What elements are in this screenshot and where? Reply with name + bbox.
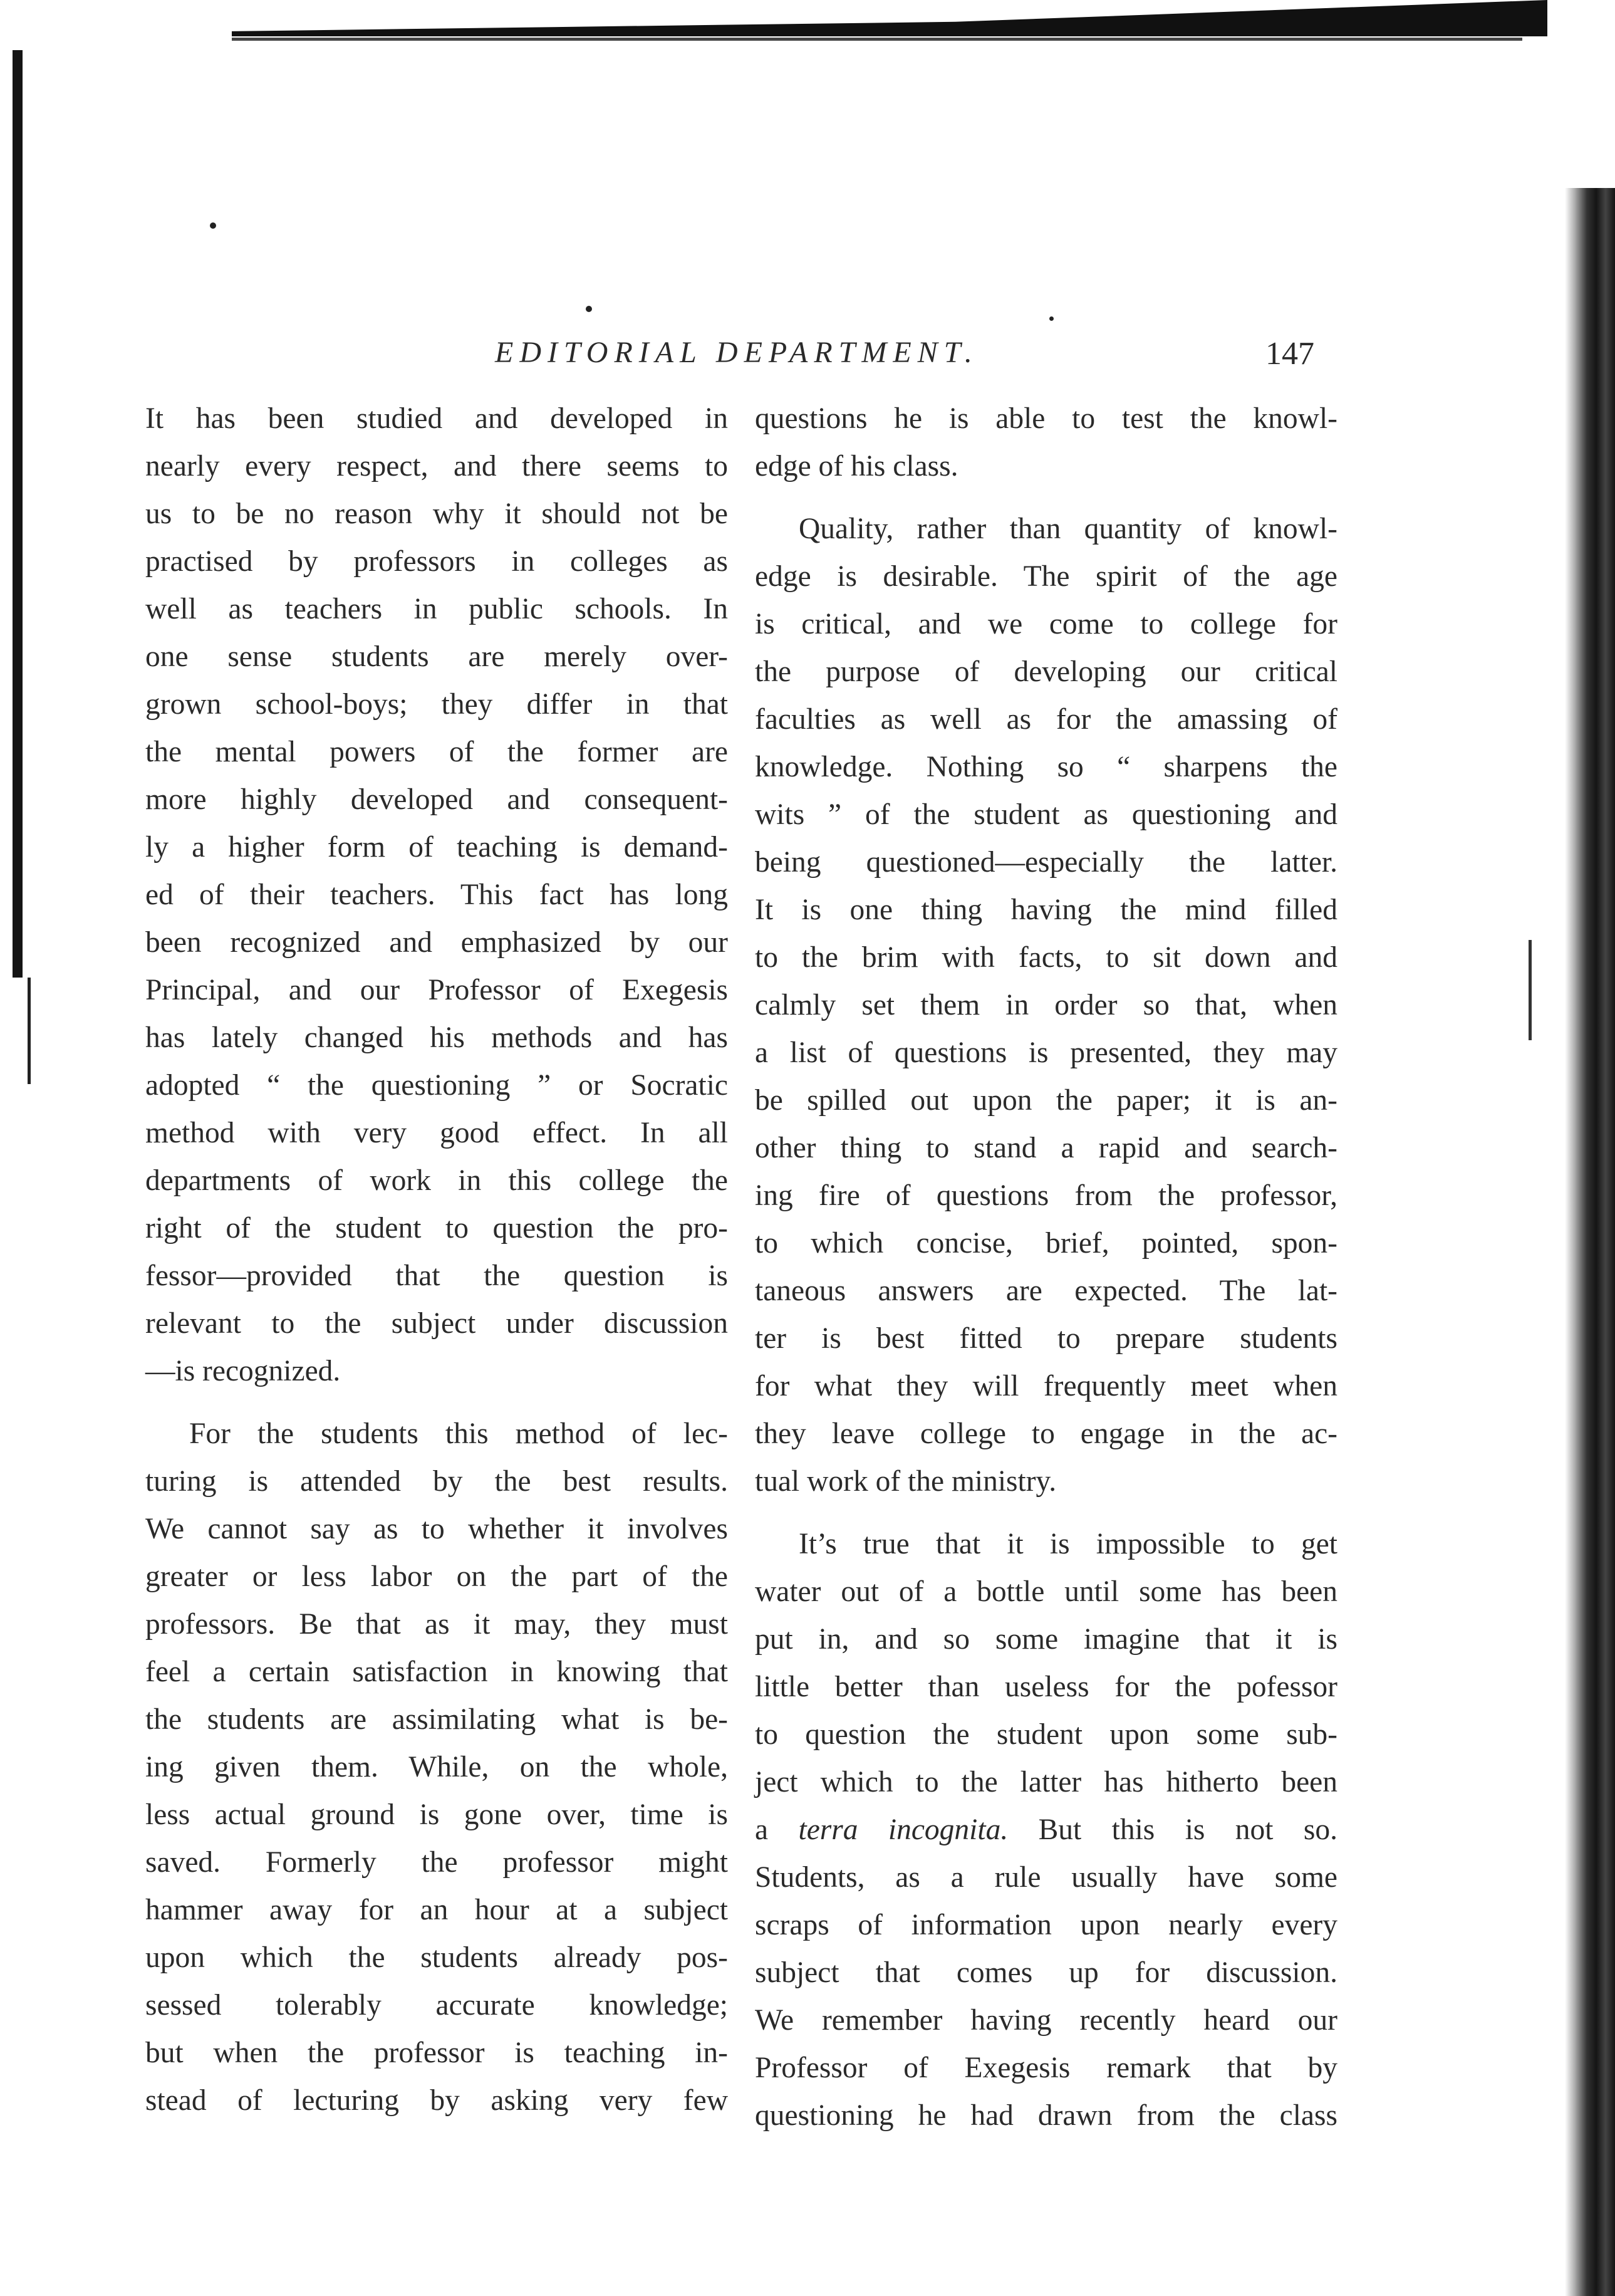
text-line: they leave college to engage in the ac- xyxy=(755,1417,1337,1450)
text-line: to which concise, brief, pointed, spon- xyxy=(755,1227,1337,1260)
scan-left-edge xyxy=(13,50,23,978)
text-line: be spilled out upon the paper; it is an- xyxy=(755,1084,1337,1117)
italic-phrase: terra incognita. xyxy=(798,1813,1009,1846)
text-line: well as teachers in public schools. In xyxy=(145,593,728,625)
text-line: departments of work in this college the xyxy=(145,1164,728,1197)
text-line: relevant to the subject under discussion xyxy=(145,1307,728,1340)
text-line: to the brim with facts, to sit down and xyxy=(755,941,1337,974)
text-line: us to be no reason why it should not be xyxy=(145,498,728,530)
text-line: nearly every respect, and there seems to xyxy=(145,450,728,483)
page-number: 147 xyxy=(1265,336,1314,372)
text-line: for what they will frequently meet when xyxy=(755,1370,1337,1402)
text-line: ed of their teachers. This fact has long xyxy=(145,879,728,911)
text-line: Quality, rather than quantity of knowl- xyxy=(799,513,1337,545)
text-line: questions he is able to test the knowl- xyxy=(755,402,1337,435)
text-line: being questioned—especially the latter. xyxy=(755,846,1337,879)
text-line: to question the student upon some sub- xyxy=(755,1718,1337,1751)
text-line: calmly set them in order so that, when xyxy=(755,989,1337,1021)
paragraph xyxy=(755,1520,1337,2139)
text-line: practised by professors in colleges as xyxy=(145,545,728,578)
text-line: the students are assimilating what is be- xyxy=(145,1703,728,1736)
scan-top-edge xyxy=(232,0,1547,36)
text-line: professors. Be that as it may, they must xyxy=(145,1608,728,1641)
text-line: Professor of Exegesis remark that by xyxy=(755,2052,1337,2084)
text-line: has lately changed his methods and has xyxy=(145,1021,728,1054)
text-line: Principal, and our Professor of Exegesis xyxy=(145,974,728,1006)
text-fragment: a xyxy=(755,1813,799,1846)
text-line: It’s true that it is impossible to get xyxy=(799,1528,1337,1560)
text-line: water out of a bottle until some has been xyxy=(755,1575,1337,1608)
text-line: turing is attended by the best results. xyxy=(145,1465,728,1498)
text-line: edge of his class. xyxy=(755,450,958,483)
text-line xyxy=(755,1806,1337,1854)
text-line: one sense students are merely over- xyxy=(145,640,728,673)
text-line: the mental powers of the former are xyxy=(145,736,728,768)
text-line: questioning he had drawn from the class xyxy=(755,2099,1337,2132)
text-line: feel a certain satisfaction in knowing that xyxy=(145,1656,728,1688)
text-line: grown school-boys; they differ in that xyxy=(145,688,728,721)
text-line: We remember having recently heard our xyxy=(755,2004,1337,2037)
text-line: subject that comes up for discussion. xyxy=(755,1956,1337,1989)
text-line: been recognized and emphasized by our xyxy=(145,926,728,959)
text-line: the purpose of developing our critical xyxy=(755,655,1337,688)
text-line: scraps of information upon nearly every xyxy=(755,1909,1337,1941)
text-line: It has been studied and developed in xyxy=(145,402,728,435)
text-line: method with very good effect. In all xyxy=(145,1117,728,1149)
scan-right-edge xyxy=(1552,188,1615,2296)
scan-top-rule xyxy=(232,38,1522,41)
text-line: ing fire of questions from the professor, xyxy=(755,1179,1337,1212)
text-line: other thing to stand a rapid and search- xyxy=(755,1132,1337,1164)
text-line: For the students this method of lec- xyxy=(189,1417,728,1450)
text-line: hammer away for an hour at a subject xyxy=(145,1894,728,1926)
text-line: adopted “ the questioning ” or Socratic xyxy=(145,1069,728,1102)
text-line: more highly developed and consequent- xyxy=(145,783,728,816)
text-line: little better than useless for the pofessor xyxy=(755,1671,1337,1703)
text-line: tual work of the ministry. xyxy=(755,1465,1057,1498)
text-line: Students, as a rule usually have some xyxy=(755,1861,1337,1894)
scan-left-edge-mark xyxy=(28,978,31,1084)
running-head: EDITORIAL DEPARTMENT. xyxy=(495,336,979,369)
text-line: edge is desirable. The spirit of the age xyxy=(755,560,1337,593)
text-line: ter is best fitted to prepare students xyxy=(755,1322,1337,1355)
text-line: knowledge. Nothing so “ sharpens the xyxy=(755,751,1337,783)
text-line: greater or less labor on the part of the xyxy=(145,1560,728,1593)
text-line: taneous answers are expected. The lat- xyxy=(755,1275,1337,1307)
paragraph xyxy=(145,1410,728,2124)
scan-speck xyxy=(210,222,216,229)
scan-speck xyxy=(586,306,592,312)
scan-right-mark xyxy=(1529,940,1532,1040)
text-line: put in, and so some imagine that it is xyxy=(755,1623,1337,1656)
scan-speck xyxy=(1049,316,1054,321)
text-line: fessor—provided that the question is xyxy=(145,1260,728,1292)
text-line: We cannot say as to whether it involves xyxy=(145,1513,728,1545)
text-line: ject which to the latter has hitherto been xyxy=(755,1766,1337,1798)
text-line: a list of questions is presented, they may xyxy=(755,1036,1337,1069)
text-line: sessed tolerably accurate knowledge; xyxy=(145,1989,728,2022)
paragraph xyxy=(145,395,728,1395)
text-line: upon which the students already pos- xyxy=(145,1941,728,1974)
text-line: is critical, and we come to college for xyxy=(755,608,1337,640)
text-line: saved. Formerly the professor might xyxy=(145,1846,728,1879)
text-line: wits ” of the student as questioning and xyxy=(755,798,1337,831)
text-line: —is recognized. xyxy=(145,1355,341,1387)
text-line: ing given them. While, on the whole, xyxy=(145,1751,728,1783)
text-line: but when the professor is teaching in- xyxy=(145,2037,728,2069)
text-line: ly a higher form of teaching is demand- xyxy=(145,831,728,864)
text-line: It is one thing having the mind filled xyxy=(755,894,1337,926)
text-line: right of the student to question the pro- xyxy=(145,1212,728,1245)
text-line: faculties as well as for the amassing of xyxy=(755,703,1337,736)
text-line: stead of lecturing by asking very few xyxy=(145,2084,728,2117)
text-fragment: But this is not so. xyxy=(1008,1813,1337,1846)
text-line: less actual ground is gone over, time is xyxy=(145,1798,728,1831)
paragraph xyxy=(755,395,1337,490)
left-column xyxy=(145,395,728,2124)
right-column xyxy=(755,395,1337,2139)
paragraph xyxy=(755,505,1337,1505)
